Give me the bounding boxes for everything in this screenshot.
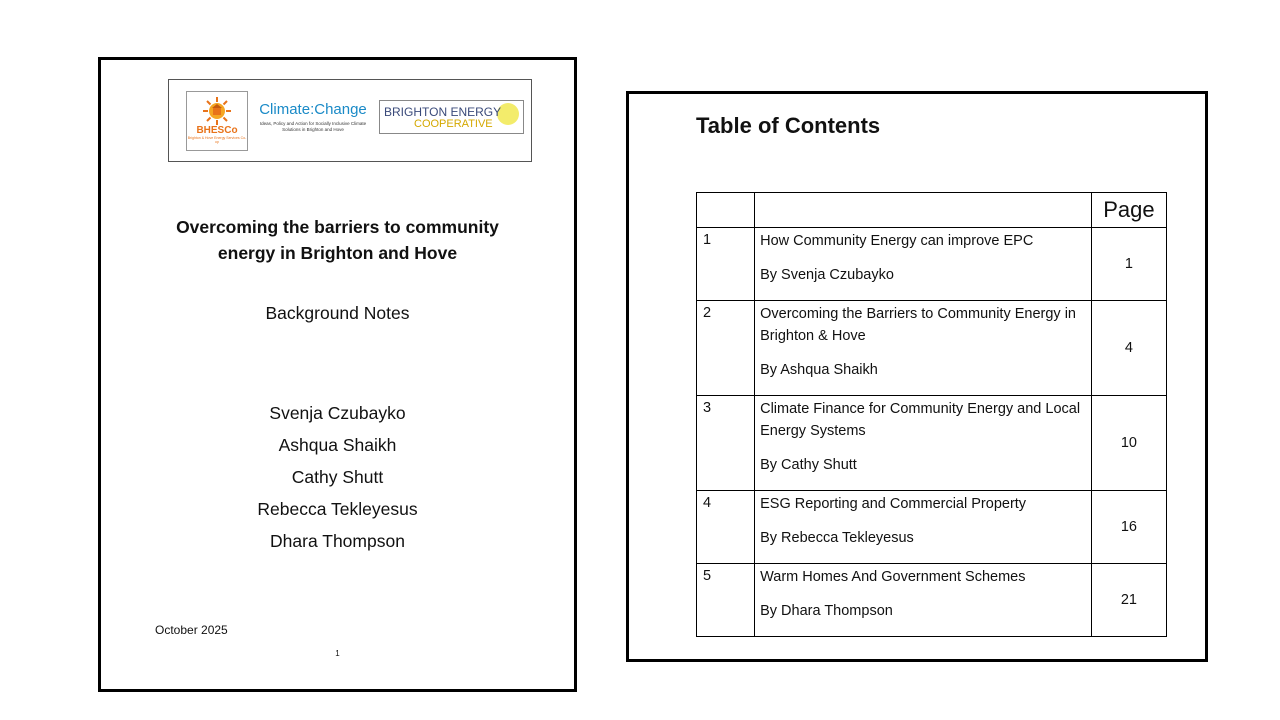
page-number: 1 [335, 649, 340, 658]
toc-header-row [697, 193, 1167, 228]
toc-entry-cell [755, 564, 1092, 637]
document-title: Overcoming the barriers to community energy in Brighton and Hove [176, 217, 499, 263]
toc-entry-number: 5 [697, 564, 755, 637]
toc-entry-author: By Rebecca Tekleyesus [760, 530, 914, 546]
bhesco-logo [186, 91, 248, 151]
climate-change-tagline: Ideas, Policy and Action for Socially Inclusive Climate Solutions in Brighton and Hove [259, 121, 367, 132]
author-name: Dhara Thompson [270, 531, 405, 551]
toc-entry-title: Warm Homes And Government Schemes [760, 569, 1026, 585]
climate-change-name: Climate:Change [259, 101, 367, 118]
header-title-cell [755, 193, 1092, 228]
author-name: Svenja Czubayko [269, 403, 406, 423]
toc-entry-author: By Dhara Thompson [760, 603, 893, 619]
sun-house-icon [202, 96, 232, 126]
cover-page [98, 57, 577, 692]
brighton-energy-coop-logo [379, 100, 524, 134]
toc-row [697, 491, 1167, 564]
toc-entry-cell [755, 301, 1092, 396]
bec-line1: BRIGHTON ENERGY [384, 105, 502, 119]
bhesco-name: BHESCo [196, 125, 238, 136]
toc-page [626, 91, 1208, 662]
toc-entry-title: ESG Reporting and Commercial Property [760, 496, 1027, 512]
toc-entry-page: 1 [1091, 228, 1166, 301]
toc-row [697, 564, 1167, 637]
toc-row [697, 228, 1167, 301]
partner-logos [168, 79, 532, 162]
document-subtitle: Background Notes [265, 303, 410, 323]
toc-entry-cell [755, 228, 1092, 301]
toc-entry-title: Overcoming the Barriers to Community Energy in Brighton & Hove [760, 306, 1077, 344]
toc-entry-number: 4 [697, 491, 755, 564]
toc-entry-cell [755, 396, 1092, 491]
toc-entry-title: Climate Finance for Community Energy and Local Energy Systems [760, 401, 1081, 439]
toc-heading: Table of Contents [696, 113, 881, 138]
author-name: Rebecca Tekleyesus [257, 499, 418, 519]
header-num-cell [697, 193, 755, 228]
toc-entry-page: 16 [1091, 491, 1166, 564]
toc-entry-author: By Svenja Czubayko [760, 267, 894, 283]
toc-entry-cell [755, 491, 1092, 564]
bec-line2: COOPERATIVE [414, 118, 493, 130]
toc-entry-page: 10 [1091, 396, 1166, 491]
toc-entry-number: 3 [697, 396, 755, 491]
author-list [101, 397, 574, 557]
document-date: October 2025 [155, 623, 228, 637]
toc-row [697, 301, 1167, 396]
bhesco-tagline: Brighton & Hove Energy Services Co-op [187, 136, 247, 144]
toc-row [697, 396, 1167, 491]
toc-entry-page: 4 [1091, 301, 1166, 396]
toc-entry-title: How Community Energy can improve EPC [760, 233, 1034, 249]
page-column-header: Page [1091, 193, 1166, 228]
toc-entry-number: 1 [697, 228, 755, 301]
author-name: Cathy Shutt [291, 467, 384, 487]
toc-entry-author: By Cathy Shutt [760, 457, 857, 473]
toc-entry-number: 2 [697, 301, 755, 396]
toc-table [696, 192, 1167, 637]
toc-entry-page: 21 [1091, 564, 1166, 637]
climate-change-logo [253, 91, 373, 151]
toc-entry-author: By Ashqua Shaikh [760, 362, 878, 378]
author-name: Ashqua Shaikh [278, 435, 397, 455]
